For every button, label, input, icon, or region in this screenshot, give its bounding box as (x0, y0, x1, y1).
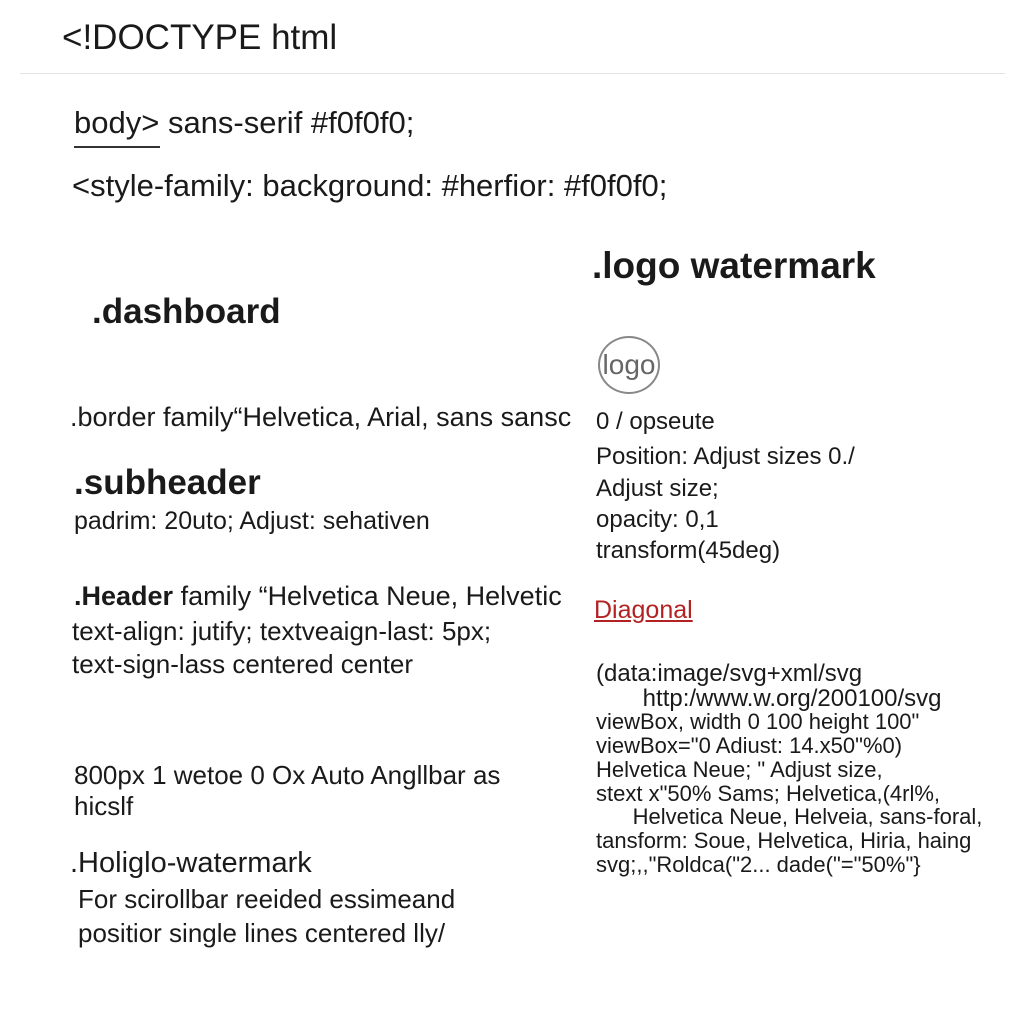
size-line-a: 800px 1 wetoe 0 Ox Auto Angllbar as (74, 760, 501, 790)
header-family-line (74, 581, 562, 612)
body-declaration: sans-serif #f0f0f0; (159, 105, 415, 140)
holiglo-heading: .Holiglo-watermark (70, 847, 312, 879)
logo-text: logo (602, 349, 656, 380)
style-line: <style-family: background: #herfior: #f0f0f0; (72, 168, 668, 203)
header-divider (20, 73, 1005, 74)
diagonal-link[interactable]: Diagonal (594, 596, 693, 624)
header-declaration: family “Helvetica Neue, Helvetic (173, 581, 562, 611)
subheader-heading: .subheader (74, 463, 261, 502)
dashboard-heading: .dashboard (92, 292, 281, 331)
padding-line: padrim: 20uto; Adjust: sehativen (74, 507, 430, 535)
size-line-b: hicslf (74, 791, 134, 821)
logo-icon (598, 336, 660, 394)
border-family-line: .border family“Helvetica, Arial, sans sansc (70, 402, 572, 432)
doctype-line: <!DOCTYPE html (62, 18, 338, 57)
text-align-line: text-align: jutify; textveaign-last: 5px; (72, 616, 492, 646)
position-line: positior single lines centered lly/ (78, 918, 446, 948)
text-sign-line: text-sign-lass centered center (72, 649, 414, 679)
logo-watermark-heading: .logo watermark (592, 245, 876, 286)
right-line-4: opacity: 0,1 (596, 506, 719, 533)
header-label: .Header (74, 581, 174, 611)
body-selector: body> (74, 105, 160, 140)
right-line-5: transform(45deg) (596, 537, 781, 564)
body-underline (74, 146, 160, 148)
body-rule-line (74, 105, 414, 141)
right-line-2: Position: Adjust sizes 0./ (596, 443, 855, 470)
scrollbar-line: For scirollbar reeided essimeand (78, 884, 456, 914)
right-line-1: 0 / opseute (596, 408, 715, 435)
right-line-3: Adjust size; (596, 475, 719, 502)
